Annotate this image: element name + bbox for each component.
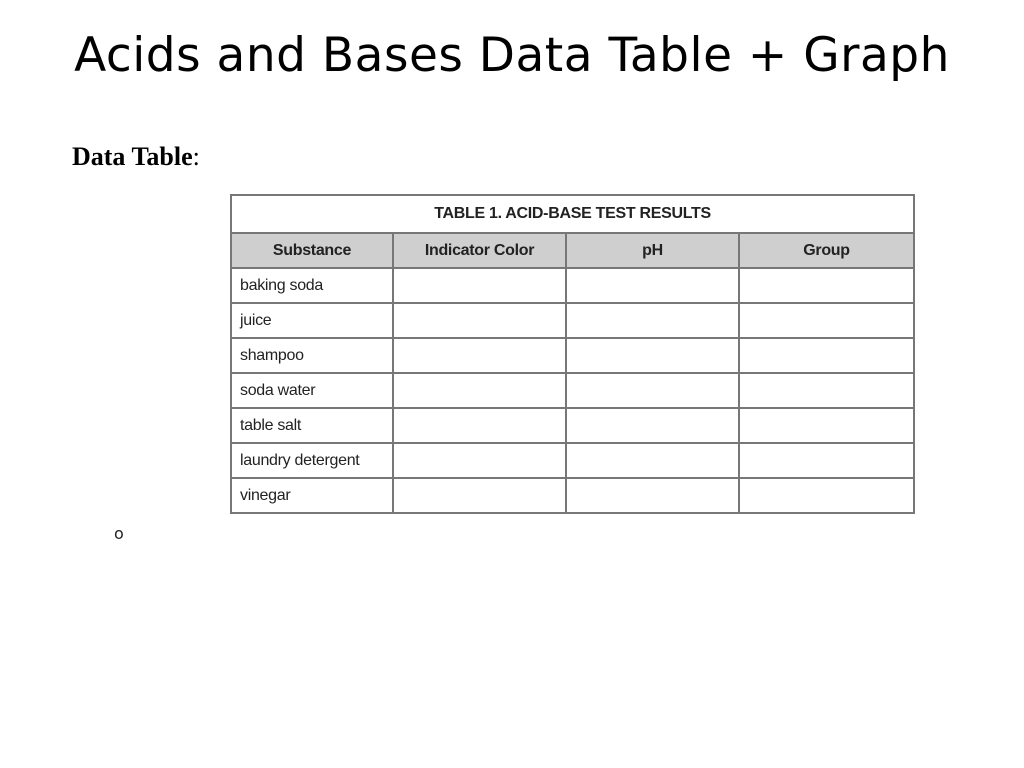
- section-label: [72, 140, 200, 174]
- table-body: [231, 268, 914, 513]
- table-row: [231, 408, 914, 443]
- group-cell: [739, 268, 914, 303]
- table-row: [231, 303, 914, 338]
- ph-cell: [566, 443, 739, 478]
- table-caption-row: [231, 195, 914, 233]
- table-row: [231, 268, 914, 303]
- ph-cell: [566, 478, 739, 513]
- group-cell: [739, 303, 914, 338]
- table-caption: TABLE 1. ACID-BASE TEST RESULTS: [231, 195, 914, 233]
- substance-cell: laundry detergent: [231, 443, 393, 478]
- indicator-color-cell: [393, 373, 566, 408]
- acid-base-results-table: [230, 194, 915, 514]
- substance-cell: table salt: [231, 408, 393, 443]
- substance-cell: soda water: [231, 373, 393, 408]
- column-header-substance: Substance: [231, 233, 393, 268]
- indicator-color-cell: [393, 338, 566, 373]
- indicator-color-cell: [393, 443, 566, 478]
- empty-bullet-marker: o: [114, 524, 124, 543]
- group-cell: [739, 478, 914, 513]
- indicator-color-cell: [393, 268, 566, 303]
- group-cell: [739, 373, 914, 408]
- substance-cell: vinegar: [231, 478, 393, 513]
- substance-cell: juice: [231, 303, 393, 338]
- ph-cell: [566, 303, 739, 338]
- table-row: [231, 373, 914, 408]
- ph-cell: [566, 408, 739, 443]
- table-row: [231, 478, 914, 513]
- ph-cell: [566, 338, 739, 373]
- group-cell: [739, 338, 914, 373]
- indicator-color-cell: [393, 408, 566, 443]
- substance-cell: baking soda: [231, 268, 393, 303]
- indicator-color-cell: [393, 478, 566, 513]
- table-row: [231, 338, 914, 373]
- table-row: [231, 443, 914, 478]
- column-header-group: Group: [739, 233, 914, 268]
- section-label-colon: :: [192, 142, 200, 171]
- column-header-indicator-color: Indicator Color: [393, 233, 566, 268]
- substance-cell: shampoo: [231, 338, 393, 373]
- indicator-color-cell: [393, 303, 566, 338]
- group-cell: [739, 443, 914, 478]
- ph-cell: [566, 373, 739, 408]
- section-label-text: Data Table: [72, 142, 193, 171]
- table-header-row: [231, 233, 914, 268]
- group-cell: [739, 408, 914, 443]
- slide-title: Acids and Bases Data Table + Graph: [74, 28, 950, 83]
- column-header-ph: pH: [566, 233, 739, 268]
- ph-cell: [566, 268, 739, 303]
